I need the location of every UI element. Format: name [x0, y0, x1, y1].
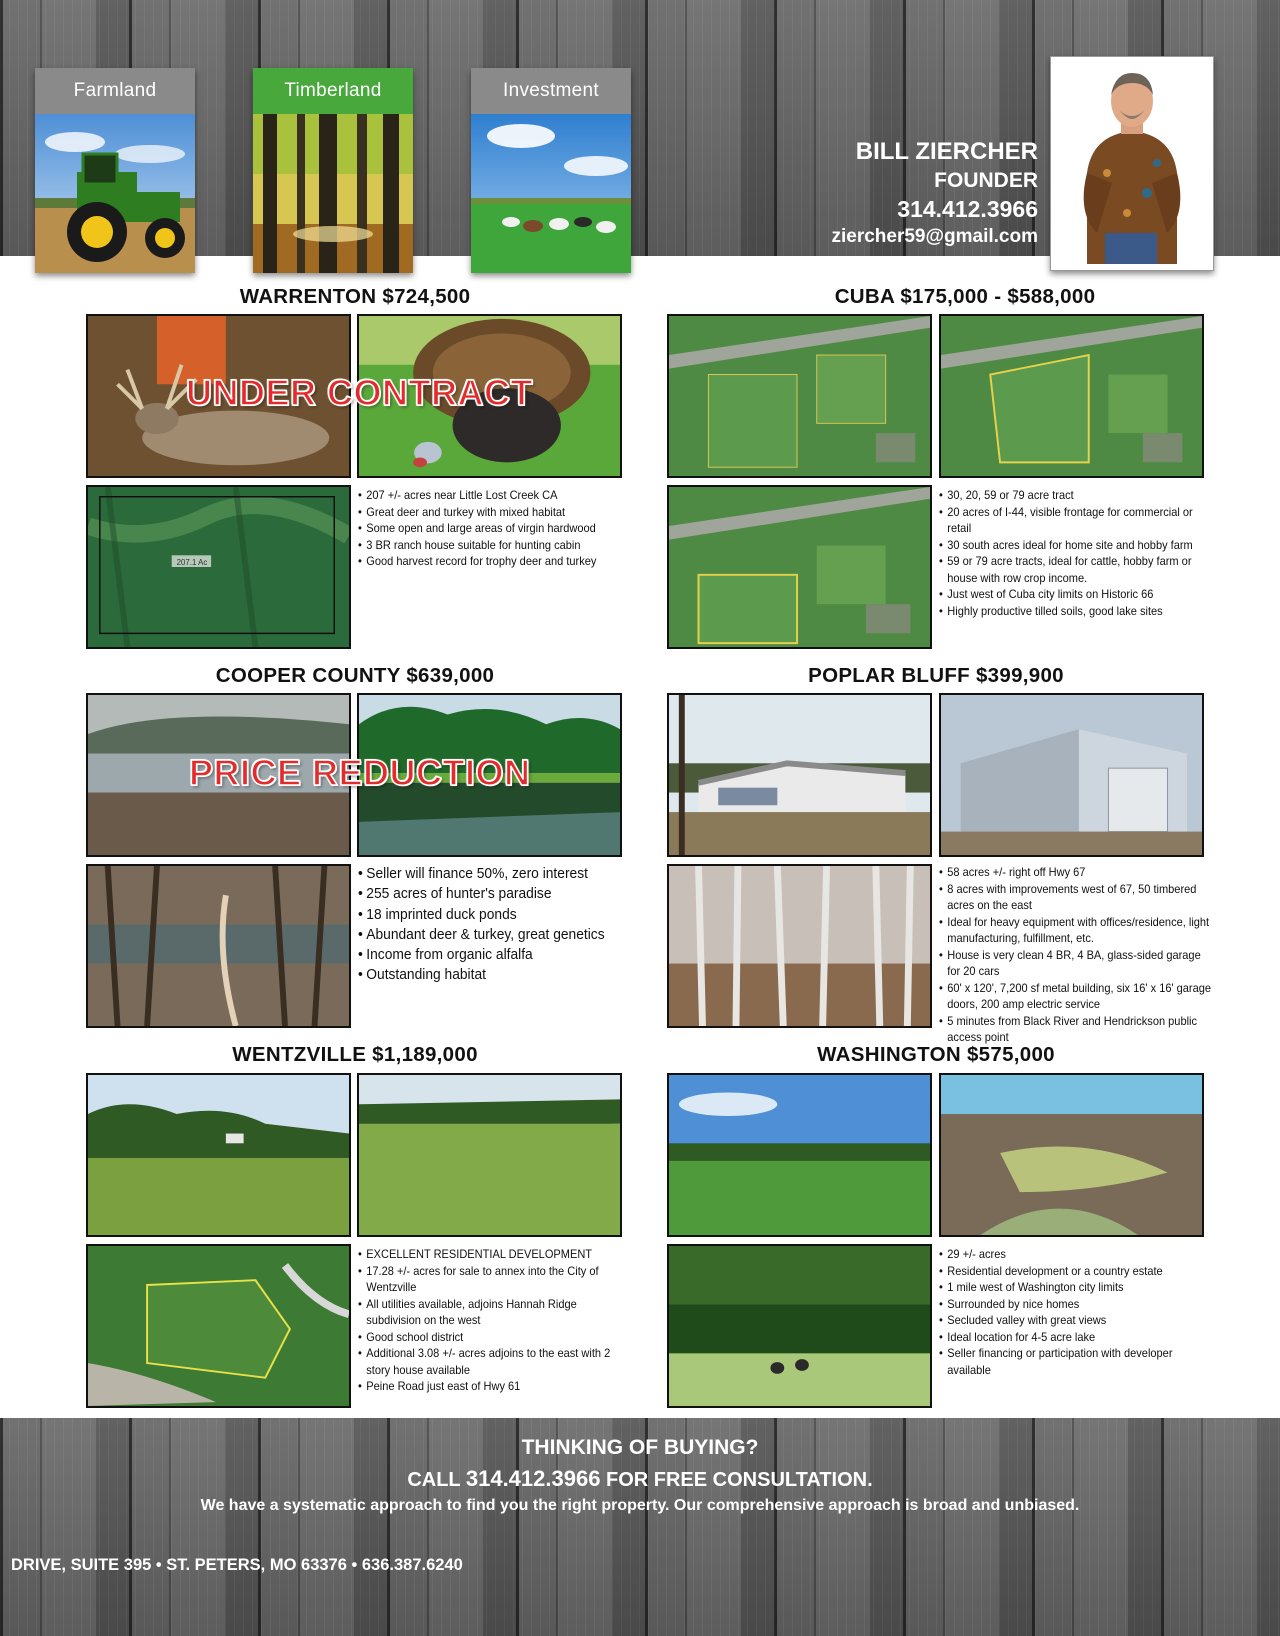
list-item: • 58 acres +/- right off Hwy 67 — [939, 864, 1215, 881]
woods-creek-photo — [86, 864, 351, 1028]
list-item: • Residential development or a country estate — [939, 1263, 1215, 1280]
list-item: • Some open and large areas of virgin hardwood — [358, 520, 634, 537]
list-item: • Peine Road just east of Hwy 61 — [358, 1378, 634, 1395]
cta-phone-number[interactable]: 314.412.3966 — [465, 1466, 601, 1491]
list-item: • 18 imprinted duck ponds — [358, 905, 625, 925]
list-item: • Income from organic alfalfa — [358, 945, 625, 965]
list-item: • Secluded valley with great views — [939, 1312, 1215, 1329]
list-item: • Seller will finance 50%, zero interest — [358, 864, 625, 884]
list-item: • Additional 3.08 +/- acres adjoins to the east with 2 story house available — [358, 1345, 634, 1378]
bullet-list-poplar-bluff — [939, 864, 1215, 1046]
list-item: • 1 mile west of Washington city limits — [939, 1279, 1215, 1296]
list-item: • Abundant deer & turkey, great genetics — [358, 925, 625, 945]
agent-phone[interactable]: 314.412.3966 — [897, 196, 1038, 222]
ranch-house-photo — [667, 693, 932, 857]
list-item: • Seller financing or participation with developer available — [939, 1345, 1215, 1378]
list-item: • 30, 20, 59 or 79 acre tract — [939, 487, 1215, 504]
listing-title-cuba: CUBA $175,000 - $588,000 — [834, 285, 1096, 308]
listing-title-wentzville: WENTZVILLE $1,189,000 — [232, 1043, 478, 1066]
aerial-map-wentzville — [86, 1244, 351, 1408]
turkeys-in-woods-photo — [667, 1244, 932, 1408]
category-card-timberland[interactable] — [253, 68, 413, 273]
cta-description: We have a systematic approach to find you the right property. Our comprehensive approach is broad and unbiased. — [200, 1497, 1080, 1514]
agent-title: FOUNDER — [934, 169, 1038, 192]
bullet-list-warrenton — [358, 487, 634, 570]
category-card-farmland[interactable] — [35, 68, 195, 273]
agent-name: BILL ZIERCHER — [855, 138, 1038, 165]
listing-title-poplar-bluff: POPLAR BLUFF $399,900 — [808, 664, 1064, 687]
listing-title-washington: WASHINGTON $575,000 — [817, 1043, 1055, 1066]
list-item: • Just west of Cuba city limits on Historic 66 — [939, 586, 1215, 603]
field-photo-washington — [667, 1073, 932, 1237]
agent-contact-block — [831, 138, 1038, 248]
winter-woods-photo — [667, 864, 932, 1028]
office-address: DRIVE, SUITE 395 • ST. PETERS, MO 63376 • 636.387.6240 — [11, 1556, 463, 1574]
list-item: • 207 +/- acres near Little Lost Creek CA — [358, 487, 634, 504]
aerial-map-warrenton — [86, 485, 351, 649]
list-item: • 17.28 +/- acres for sale to annex into the City of Wentzville — [358, 1263, 634, 1296]
list-item: • Ideal location for 4-5 acre lake — [939, 1329, 1215, 1346]
list-item: • 20 acres of I-44, visible frontage for commercial or retail — [939, 504, 1215, 537]
agent-email[interactable]: ziercher59@gmail.com — [831, 226, 1038, 247]
bullet-list-wentzville — [358, 1246, 634, 1395]
listing-title-warrenton: WARRENTON $724,500 — [239, 285, 471, 308]
list-item: • 3 BR ranch house suitable for hunting cabin — [358, 537, 634, 554]
bullet-list-cuba — [939, 487, 1215, 619]
category-label: Farmland — [35, 68, 195, 114]
price-reduction-stamp: PRICE REDUCTION — [189, 752, 531, 793]
listing-title-cooper-county: COOPER COUNTY $639,000 — [215, 664, 495, 687]
map-acreage-label: 207.1 Ac — [176, 558, 208, 568]
list-item: • Outstanding habitat — [358, 965, 625, 985]
list-item: • Highly productive tilled soils, good lake sites — [939, 603, 1215, 620]
list-item: • 59 or 79 acre tracts, ideal for cattle, hobby farm or house with row crop income. — [939, 553, 1215, 586]
list-item: • 5 minutes from Black River and Hendrickson public access point — [939, 1013, 1215, 1046]
aerial-photo-cuba-3 — [667, 485, 932, 649]
under-contract-stamp: UNDER CONTRACT — [186, 372, 533, 413]
meadow-photo-wentzville-2 — [357, 1073, 622, 1237]
forest-image — [253, 114, 413, 273]
list-item: • 60' x 120', 7,200 sf metal building, six 16' x 16' garage doors, 200 amp electric service — [939, 980, 1215, 1013]
list-item: • Ideal for heavy equipment with offices/residence, light manufacturing, fulfillment, etc. — [939, 914, 1215, 947]
category-label: Timberland — [253, 68, 413, 114]
bullet-list-cooper-county — [358, 864, 625, 986]
list-item: • Great deer and turkey with mixed habitat — [358, 504, 634, 521]
valley-aerial-photo — [939, 1073, 1204, 1237]
cta-call-line — [0, 1466, 1280, 1492]
category-label: Investment — [471, 68, 631, 114]
list-item: • House is very clean 4 BR, 4 BA, glass-sided garage for 20 cars — [939, 947, 1215, 980]
list-item: • Good school district — [358, 1329, 634, 1346]
list-item: • Good harvest record for trophy deer and turkey — [358, 553, 634, 570]
tractor-image — [35, 114, 195, 273]
bullet-list-washington — [939, 1246, 1215, 1378]
list-item: • 30 south acres ideal for home site and hobby farm — [939, 537, 1215, 554]
pasture-cattle-image — [471, 114, 631, 273]
meadow-photo-wentzville-1 — [86, 1073, 351, 1237]
list-item: • EXCELLENT RESIDENTIAL DEVELOPMENT — [358, 1246, 634, 1263]
metal-building-photo — [939, 693, 1204, 857]
cta-call-prefix: CALL — [407, 1469, 461, 1491]
aerial-photo-cuba-1 — [667, 314, 932, 478]
list-item: • 29 +/- acres — [939, 1246, 1215, 1263]
aerial-photo-cuba-2 — [939, 314, 1204, 478]
list-item: • 8 acres with improvements west of 67, 50 timbered acres on the east — [939, 881, 1215, 914]
list-item: • All utilities available, adjoins Hannah Ridge subdivision on the west — [358, 1296, 634, 1329]
list-item: • 255 acres of hunter's paradise — [358, 884, 625, 904]
agent-photo — [1050, 56, 1214, 271]
cta-call-suffix: FOR FREE CONSULTATION. — [606, 1469, 873, 1491]
list-item: • Surrounded by nice homes — [939, 1296, 1215, 1313]
cta-question: THINKING OF BUYING? — [521, 1436, 759, 1459]
category-card-investment[interactable] — [471, 68, 631, 273]
